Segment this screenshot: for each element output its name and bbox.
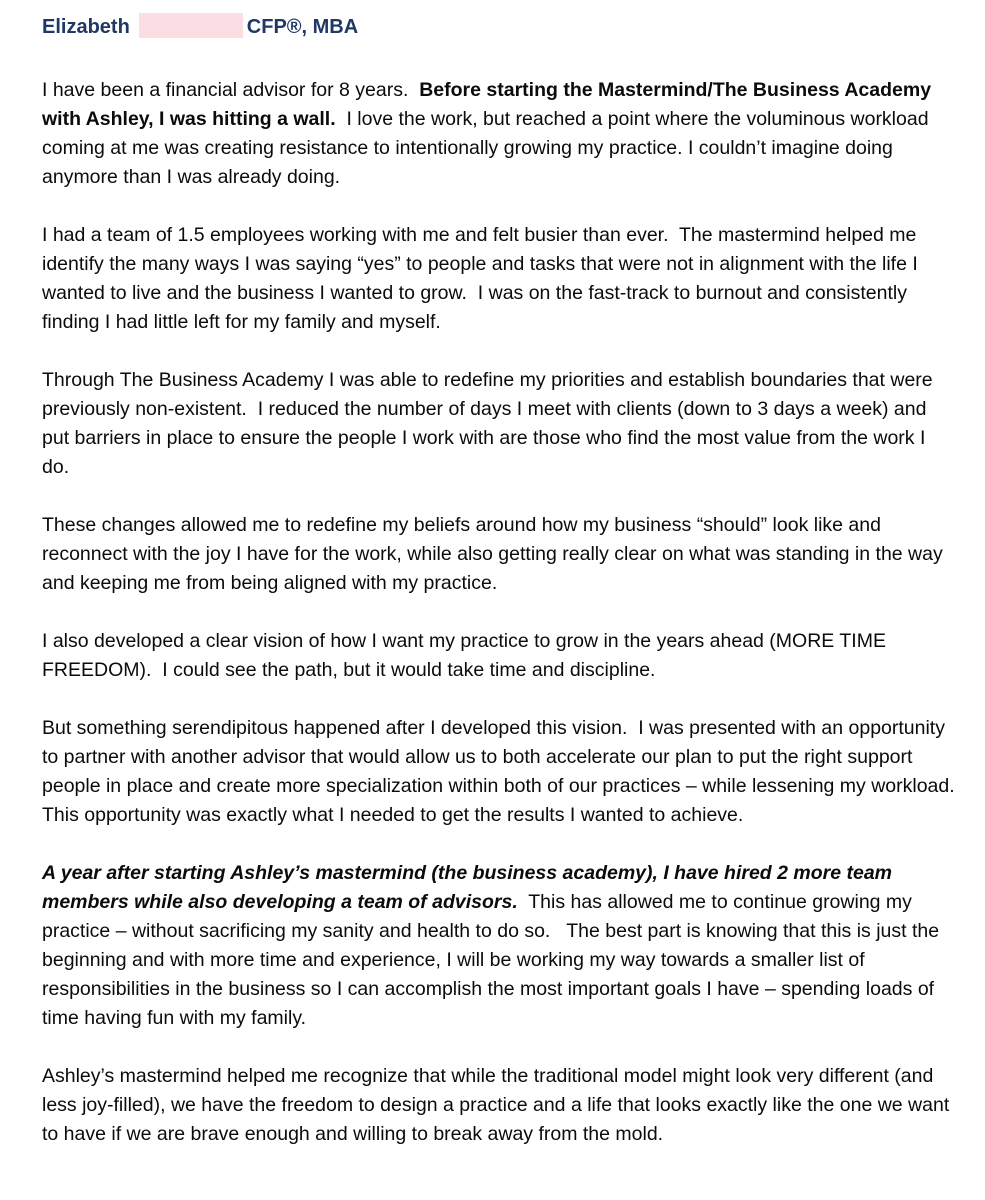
- text-segment: This has allowed me to continue growing my practice – without sacrificing my sanity and health to do so. The best part is knowing that this is just the beginning and with more time and experience, I will be working my way towards a smaller list of responsibilities in the business so I can accomplish the most important goals I have – spending loads of time having fun with my family.: [42, 891, 945, 1029]
- text-segment: I love the work, but reached a point where the voluminous workload coming at me was creating resistance to intentionally growing my practice. I couldn’t imagine doing anymore than I was already doing.: [42, 108, 934, 188]
- testimonial-paragraph: [42, 714, 966, 830]
- text-segment: I have been a financial advisor for 8 years.: [42, 79, 420, 101]
- testimonial-paragraph: [42, 1062, 957, 1149]
- text-segment: Through The Business Academy I was able to redefine my priorities and establish boundaries that were previously non-existent. I reduced the number of days I meet with clients (down to 3 days a week) and put barriers in place to ensure the people I work with are those who find the most value from the work I do.: [42, 369, 939, 478]
- author-credentials: CFP®, MBA: [246, 16, 359, 38]
- text-segment: But something serendipitous happened after I developed this vision. I was presented with an opportunity to partner with another advisor that would allow us to both accelerate our plan to put the right support people in place and create more specialization within both of our practices – while lessening my workload. This opportunity was exactly what I needed to get the results I wanted to achieve.: [42, 717, 966, 826]
- text-segment: These changes allowed me to redefine my beliefs around how my business “should” look like and reconnect with the joy I have for the work, while also getting really clear on what was standing in the way and keeping me from being aligned with my practice.: [42, 514, 949, 594]
- testimonial-paragraph: [42, 366, 957, 482]
- testimonial-paragraph: [42, 221, 957, 337]
- redacted-last-name-box: [139, 13, 243, 38]
- testimonial-paragraph: [42, 627, 957, 685]
- testimonial-paragraph: [42, 859, 957, 1033]
- text-segment: Ashley’s mastermind helped me recognize that while the traditional model might look very different (and less joy-filled), we have the freedom to design a practice and a life that looks exactly like the one we want to have if we are brave enough and willing to break away from the mold.: [42, 1065, 955, 1145]
- text-segment: I had a team of 1.5 employees working with me and felt busier than ever. The mastermind helped me identify the many ways I was saying “yes” to people and tasks that were not in alignment with the life I wanted to live and the business I wanted to grow. I was on the fast-track to burnout and consistently finding I had little left for my family and myself.: [42, 224, 924, 333]
- author-line: [42, 13, 957, 42]
- testimonial-paragraph: [42, 76, 957, 192]
- author-name: Elizabeth: [42, 16, 130, 38]
- testimonial-paragraph: [42, 511, 957, 598]
- text-segment: A year after starting Ashley’s mastermind (the business academy), I have hired 2 more team members while also developing a team of advisors.: [42, 862, 898, 913]
- text-segment: I also developed a clear vision of how I want my practice to grow in the years ahead (MORE TIME FREEDOM). I could see the path, but it would take time and discipline.: [42, 630, 892, 681]
- testimonial-body: [42, 76, 966, 1149]
- text-segment: Before starting the Mastermind/The Business Academy with Ashley, I was hitting a wall.: [42, 79, 937, 130]
